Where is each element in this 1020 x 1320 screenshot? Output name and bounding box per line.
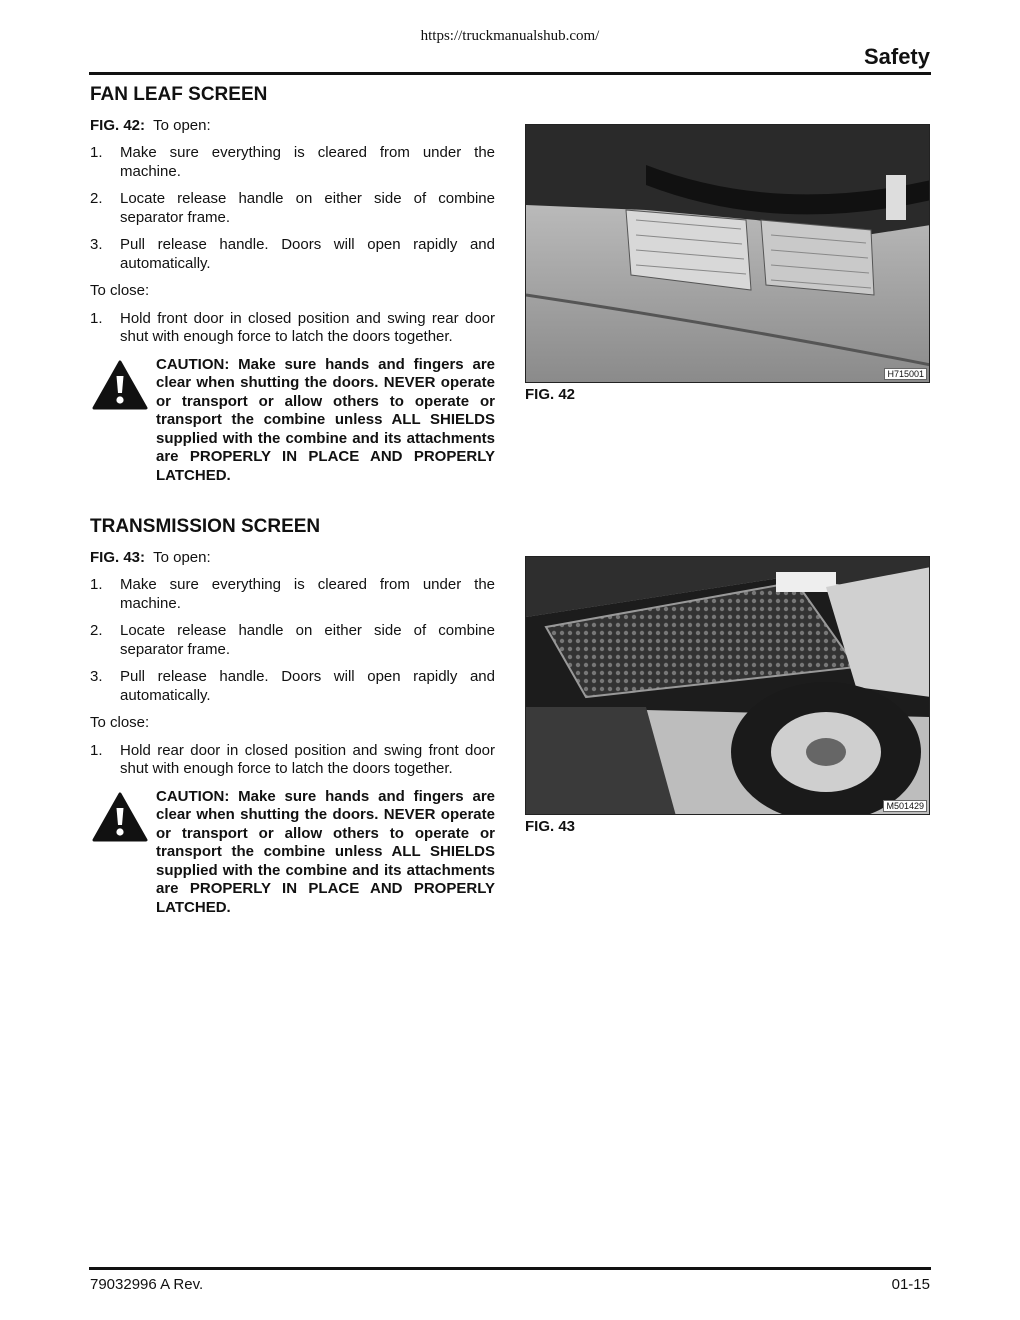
caution-block bbox=[90, 788, 495, 918]
open-text: To open: bbox=[153, 548, 211, 566]
step-text: Pull release handle. Doors will open rapidly and automatically. bbox=[120, 236, 495, 272]
step-number: 1. bbox=[90, 309, 103, 327]
list-item bbox=[90, 668, 495, 705]
fan-leaf-screen-image bbox=[526, 125, 930, 383]
open-intro bbox=[90, 117, 495, 136]
open-text: To open: bbox=[153, 116, 211, 134]
step-number: 1. bbox=[90, 741, 103, 759]
caution-block bbox=[90, 356, 495, 486]
step-text: Hold rear door in closed position and swing front door shut with enough force to latch the doors together. bbox=[120, 741, 495, 777]
warning-icon bbox=[92, 360, 148, 410]
list-item bbox=[90, 310, 495, 347]
fig-42-photo bbox=[525, 124, 930, 383]
step-number: 1. bbox=[90, 144, 103, 161]
fig-reference: FIG. 43: bbox=[90, 548, 146, 566]
section-heading: FAN LEAF SCREEN bbox=[90, 84, 268, 105]
fan-leaf-screen-section bbox=[90, 86, 495, 485]
footer-rule bbox=[89, 1267, 931, 1270]
fig-reference: FIG. 42: bbox=[90, 116, 146, 134]
fig-43-photo bbox=[525, 556, 930, 815]
image-code: M501429 bbox=[883, 800, 927, 812]
close-text: To close: bbox=[90, 282, 150, 299]
open-intro bbox=[90, 549, 495, 568]
section-title: Safety bbox=[863, 44, 930, 69]
step-text: Locate release handle on either side of combine separator frame. bbox=[120, 622, 495, 658]
close-steps-list bbox=[90, 742, 495, 779]
caution-text: CAUTION: Make sure hands and fingers are clear when shutting the doors. NEVER operate or transport or allow others to operate or transport the combine unless ALL SHIELDS supplied with the combine and its attachments are PROPERLY IN PLACE AND PROPERLY LATCHED. bbox=[156, 787, 495, 916]
step-number: 1. bbox=[90, 576, 103, 593]
list-item bbox=[90, 236, 495, 273]
step-text: Hold front door in closed position and swing rear door shut with enough force to latch the doors together. bbox=[120, 309, 495, 345]
open-steps-list bbox=[90, 576, 495, 705]
transmission-screen-image bbox=[526, 557, 930, 815]
section-heading: TRANSMISSION SCREEN bbox=[90, 516, 321, 537]
step-text: Make sure everything is cleared from under the machine. bbox=[120, 144, 495, 180]
header-rule bbox=[89, 72, 931, 75]
list-item bbox=[90, 576, 495, 613]
list-item bbox=[90, 622, 495, 659]
transmission-screen-section bbox=[90, 518, 495, 917]
caution-text: CAUTION: Make sure hands and fingers are clear when shutting the doors. NEVER operate or transport or allow others to operate or transport the combine unless ALL SHIELDS supplied with the combine and its attachments are PROPERLY IN PLACE AND PROPERLY LATCHED. bbox=[156, 355, 495, 484]
close-steps-list bbox=[90, 310, 495, 347]
step-number: 2. bbox=[90, 190, 103, 207]
close-text: To close: bbox=[90, 714, 150, 731]
list-item bbox=[90, 742, 495, 779]
warning-icon bbox=[92, 792, 148, 842]
step-number: 2. bbox=[90, 622, 103, 639]
figure-caption: FIG. 43 bbox=[525, 818, 576, 835]
image-code: H715001 bbox=[884, 368, 927, 380]
step-text: Make sure everything is cleared from under the machine. bbox=[120, 576, 495, 612]
document-number: 79032996 A Rev. bbox=[90, 1276, 204, 1293]
list-item bbox=[90, 144, 495, 181]
source-url: https://truckmanualshub.com/ bbox=[420, 28, 600, 44]
figure-caption: FIG. 42 bbox=[525, 386, 576, 403]
step-number: 3. bbox=[90, 668, 103, 685]
open-steps-list bbox=[90, 144, 495, 273]
step-number: 3. bbox=[90, 236, 103, 253]
list-item bbox=[90, 190, 495, 227]
page-number: 01-15 bbox=[891, 1276, 930, 1293]
step-text: Locate release handle on either side of combine separator frame. bbox=[120, 190, 495, 226]
step-text: Pull release handle. Doors will open rapidly and automatically. bbox=[120, 668, 495, 704]
